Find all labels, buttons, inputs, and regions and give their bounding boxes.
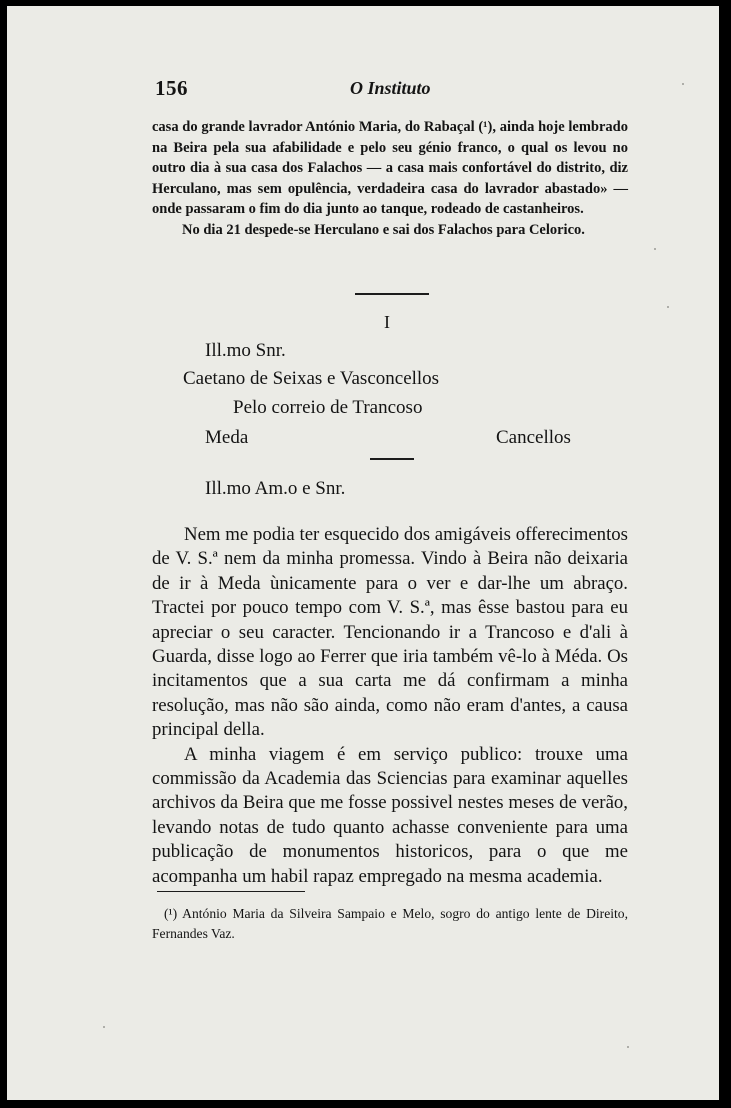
recipient-name: Caetano de Seixas e Vasconcellos — [183, 368, 440, 389]
letter-paragraph: A minha viagem é em serviço publico: trouxe uma commissão da Academia das Sciencias para examinar aquelles archivos da Beira que me fosse possivel nestes meses de verão, levando notas de tudo quanto achasse conveniente para uma publicação de monumentos historicos, para o que me acompanha um habil rapaz empregado na mesma academia. — [152, 743, 628, 887]
paper-speck — [682, 83, 684, 85]
intro-paragraph: No dia 21 despede-se Herculano e sai dos Falachos para Celorico. — [182, 221, 585, 238]
greeting: Ill.mo Am.o e Snr. — [205, 478, 346, 499]
delivery-line: Pelo correio de Trancoso — [233, 397, 423, 418]
footnote-rule — [157, 891, 305, 892]
paper-speck — [654, 248, 656, 250]
paper-speck — [103, 1026, 105, 1028]
running-title: O Instituto — [350, 78, 431, 98]
footnote — [152, 904, 628, 944]
intro-text — [152, 117, 628, 241]
place-left: Meda — [205, 427, 249, 448]
section-divider — [355, 293, 429, 295]
letter-paragraph: Nem me podia ter esquecido dos amigáveis offerecimentos de V. S.ª nem da minha promessa. Vindo à Beira não deixaria de ir à Meda ùnicamente para o ver e dar-lhe um abraço. Tractei por pouco tempo com V. S.ª, mas êsse bastou para eu apreciar o seu caracter. Tencionando ir a Trancoso e d'ali à Guarda, disse logo ao Ferrer que iria também vê-lo à Méda. Os incitamentos que a sua carta me dá confirmam a minha resolução, mas não são ainda, como não eram d'antes, a causa principal della. — [152, 524, 628, 741]
intro-paragraph: casa do grande lavrador António Maria, do Rabaçal (¹), ainda hoje lembrado na Beira pela sua afabilidade e pelo seu génio franco, o qual os levou no outro dia à sua casa dos Falachos — a casa mais confortável do distrito, diz Herculano, mas sem opulência, verdadeira casa do lavrador abastado» — onde passaram o fim do dia junto ao tanque, rodeado de castanheiros. — [152, 119, 628, 218]
footnote-text: (¹) António Maria da Silveira Sampaio e Melo, sogro do antigo lente de Direito, Fernandes Vaz. — [152, 906, 628, 941]
page-number: 156 — [155, 76, 188, 100]
section-number: I — [384, 312, 390, 332]
letter-body — [152, 523, 628, 889]
salutation-short: Ill.mo Snr. — [205, 340, 286, 361]
page-header — [155, 76, 635, 110]
heading-divider — [370, 458, 414, 460]
place-right: Cancellos — [496, 427, 571, 448]
paper-speck — [667, 306, 669, 308]
paper-speck — [627, 1046, 629, 1048]
book-page — [7, 6, 719, 1100]
